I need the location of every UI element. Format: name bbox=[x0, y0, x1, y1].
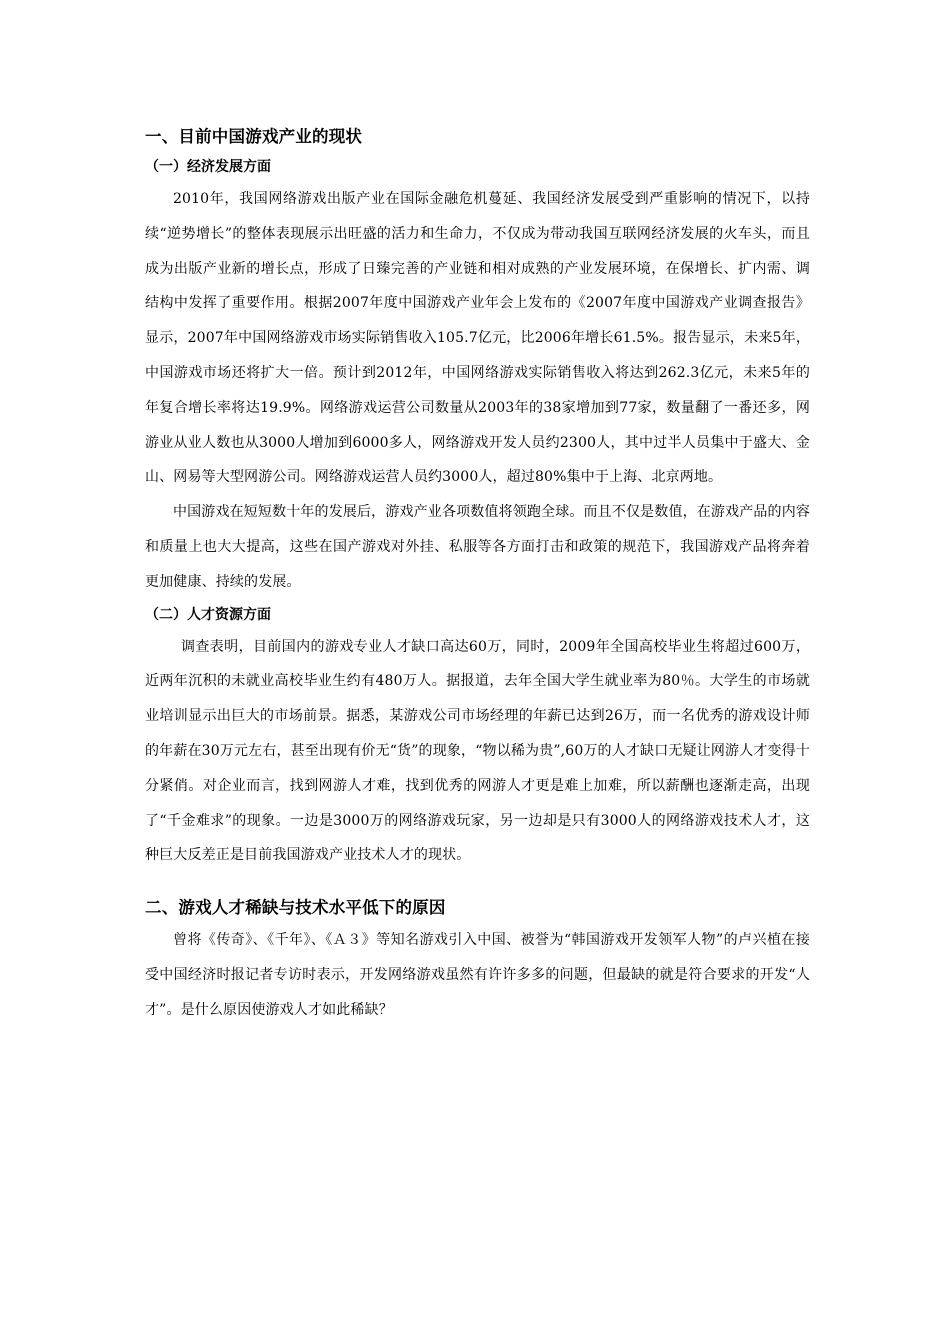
section-1-2-heading: （二）人才资源方面 bbox=[145, 606, 271, 623]
section-1-1-heading: （一）经济发展方面 bbox=[145, 159, 271, 175]
section-1-1-paragraph-1: 2010年，我国网络游戏出版产业在国际金融危机蔓延、我国经济发展受到严重影响的情况下，以持续“逆势增长”的整体表现展示出旺盛的活力和生命力，不仅成为带动我国互联网经济发展的火车头，而且成为出版产业新的增长点，形成了日臻完善的产业链和相对成熟的产业发展环境，在保增长、扩内需、调结构中发挥了重要作用。根据2007年度中国游戏产业年会上发布的《2007年度中国游戏产业调查报告》显示，2007年中国网络游戏市场实际销售收入105.7亿元，比2006年增长61.5%。报告显示，未来5年，中国游戏市场还将扩大一倍。预计到2012年，中国网络游戏实际销售收入将达到262.3亿元，未来5年的年复合增长率将达19.9%。网络游戏运营公司数量从2003年的38家增加到77家，数量翻了一番还多，网游业从业人数也从3000人增加到6000多人，网络游戏开发人员约2300人，其中过半人员集中于盛大、金山、网易等大型网游公司。网络游戏运营人员约3000人，超过80%集中于上海、北京两地。 bbox=[145, 191, 810, 486]
document-body bbox=[145, 122, 810, 1028]
section-spacer bbox=[145, 873, 810, 893]
section-1-heading: 一、目前中国游戏产业的现状 bbox=[145, 127, 363, 146]
section-2-heading: 二、游戏人才稀缺与技术水平低下的原因 bbox=[145, 898, 446, 918]
section-1-2-paragraph-1: 调查表明，目前国内的游戏专业人才缺口高达60万，同时，2009年全国高校毕业生将超过600万，近两年沉积的未就业高校毕业生约有480万人。据报道，去年全国大学生就业率为80％。大学生的市场就业培训显示出巨大的市场前景。据悉，某游戏公司市场经理的年薪已达到26万，而一名优秀的游戏设计师的年薪在30万元左右，甚至出现有价无“货”的现象，“物以稀为贵”,60万的人才缺口无疑让网游人才变得十分紧俏。对企业而言，找到网游人才难，找到优秀的网游人才更是难上加难，所以薪酬也逐渐走高，出现了“千金难求”的现象。一边是3000万的网络游戏玩家，另一边却是只有3000人的网络游戏技术人才，这种巨大反差正是目前我国游戏产业技术人才的现状。 bbox=[145, 638, 810, 864]
section-1-1-paragraph-2: 中国游戏在短短数十年的发展后，游戏产业各项数值将领跑全球。而且不仅是数值，在游戏产品的内容和质量上也大大提高，这些在国产游戏对外挂、私服等各方面打击和政策的规范下，我国游戏产品将奔着更加健康、持续的发展。 bbox=[145, 504, 810, 590]
section-2-paragraph-1: 曾将《传奇》、《千年》、《Ａ３》等知名游戏引入中国、被誉为“韩国游戏开发领军人物”的卢兴植在接受中国经济时报记者专访时表示，开发网络游戏虽然有许许多多的问题，但最缺的就是符合要求的开发“人才”。是什么原因使游戏人才如此稀缺？ bbox=[145, 932, 810, 1018]
